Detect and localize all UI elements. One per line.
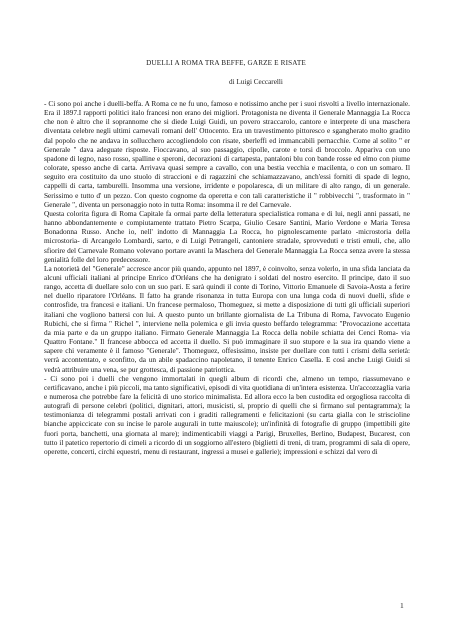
paragraph: - Ci sono poi anche i duelli-beffa. A Roma ce ne fu uno, famoso e notissimo anche per i suoi risvolti a livello internazionale. Era il 1897.I rapporti politici italo francesi non erano dei migliori. Protagonista ne diventa il Generale Mannaggia La Rocca che non è altro che il soprannome che si diede Luigi Guidi, un povero straccarolo, cantore e interprete di una maschera diventata celebre negli ultimi carnevali romani dell' Ottocento. Era un travestimento pittoresco e sgangherato molto gradito dal popolo che ne andava in sollucchero accogliendolo con risate, sberleffi ed immancabili pernacchie. Come al solito " er Generale " dava adeguate risposte. Fioccavano, al suo passaggio, cipolle, carote e torsi di broccolo. Appariva con uno spadone di legno, naso rosso, spalline e speroni, decorazioni di cartapesta, pantaloni blu con bande rosse ed elmo con piume colorate, spesso anche di carta. Arrivava quasi sempre a cavallo, con una bestia vecchia e macilenta, o con un somaro. Il seguito era costituito da uno stuolo di straccioni e di ragazzini che schiamazzavano, anch'essi forniti di spade di legno, cappelli di carta, tamburelli. Insomma una versione, irridente e popolaresca, di un militare di alto rango, di un generale. Serissimo e tutto d' un pezzo. Con questo cognome da operetta e con tali caratteristiche il " robbivecchi ", trasformato in " Generale ", diventa un personaggio noto in tutta Roma: insomma il re del Carnevale. <box>44 99 410 209</box>
document-body <box>44 99 410 456</box>
document-author: di Luigi Ceccarelli <box>229 78 283 86</box>
paragraph: - Ci sono poi i duelli che vengono immortalati in quegli album di ricordi che, almeno un tempo, riassumevano e certificavano, anche i più piccoli, ma tanto significativi, episodi di vita quotidiana di un'intera esistenza. Un'accozzaglia varia e numerosa che potrebbe fare la felicità di uno storico minimalista. Ed allora ecco la ben custodita ed orgogliosa raccolta di autografi di persone celebri (politici, dignitari, attori, musicisti, sì, proprio di quelli che si firmano sul pentagramma); la testimonianza di telegrammi postali arrivati con i graditi rallegramenti e felicitazioni (su carta gialla con le striscioline bianche appiccicate con su incise le parole augurali in tutte maiuscole); un'infinità di fotografie di gruppo (impettibili gite fuori porta, banchetti, una giornata al mare); indimenticabili viaggi a Parigi, Bruxelles, Berlino, Budapest, Bucarest, con tutto il patetico repertorio di cimeli a ricordo di un soggiorno all'estero (biglietti di treni, di tram, programmi di sala di opere, operette, concerti, circhi equestri, menu di restaurant, ingressi a musei e gallerie); impressioni e schizzi dal vero di <box>44 373 410 456</box>
page-number: 1 <box>400 601 404 610</box>
paragraph: Questa colorita figura di Roma Capitale fa ormai parte della letteratura specialistica romana e di lui, negli anni passati, ne hanno abbondantemente e compiutamente trattato Pietro Scarpa, Giulio Cesare Santini, Mario Verdone e Maria Teresa Bonadonna Russo. Anche io, nell' indotto di Mannaggia La Rocca, ho pignolescamente parlato -microstoria della microstoria- di Arcangelo Lombardi, sarto, e di Luigi Petrangeli, cantoniere stradale, sprovveduti e tristi emuli, che, allo sfiorire del Carnevale Romano volevano portare avanti la Maschera del Generale Mannaggia La Rocca senza avere la stessa genialità folle del loro predecessore. <box>44 208 410 264</box>
paragraph: La notorietà del "Generale" accresce ancor più quando, appunto nel 1897, è coinvolto, senza volerlo, in una sfida lanciata da alcuni ufficiali italiani al principe Enrico d'Orléans che ha denigrato i soldati del nostro esercito. Il principe, dato il suo rango, accetta di duellare solo con un suo pari. E sarà quindi il conte di Torino, Vittorio Emanuele di Savoia-Aosta a ferire nel duello riparatore l'Orléans. Il fatto ha grande risonanza in tutta Europa con una lunga coda di nuovi duelli, sfide e controsfide, tra francesi e italiani. Un francese permaloso, Thomeguez, si mette a disposizione di tutti gli ufficiali superiori italiani che vogliono battersi con lui. A questo punto un brillante giornalista de La Tribuna di Roma, l'avvocato Eugenio Rubichi, che si firma " Richel ", interviene nella polemica e gli invia questo beffardo telegramma: "Provocazione accettata da mia parte e da un gruppo italiano. Firmato Generale Mannaggia La Rocca della nobile schiatta dei Cenci Roma- via Quattro Fontane." Il francese abbocca ed accetta il duello. Si può immaginare il suo stupore e la sua ira quando viene a sapere chi veramente è il famoso "Generale". Thomeguez, offesissimo, insiste per duellare con tutti i crismi della serietà: verrà accontentato, e sconfitto, da un abile spadaccino napoletano, il tenente Enrico Casella. E così anche Luigi Guidi si vedrà attribuire una vena, se pur grottesca, di passione patriottica. <box>44 263 410 374</box>
document-title: DUELLI A ROMA TRA BEFFE, GARZE E RISATE <box>146 59 306 67</box>
